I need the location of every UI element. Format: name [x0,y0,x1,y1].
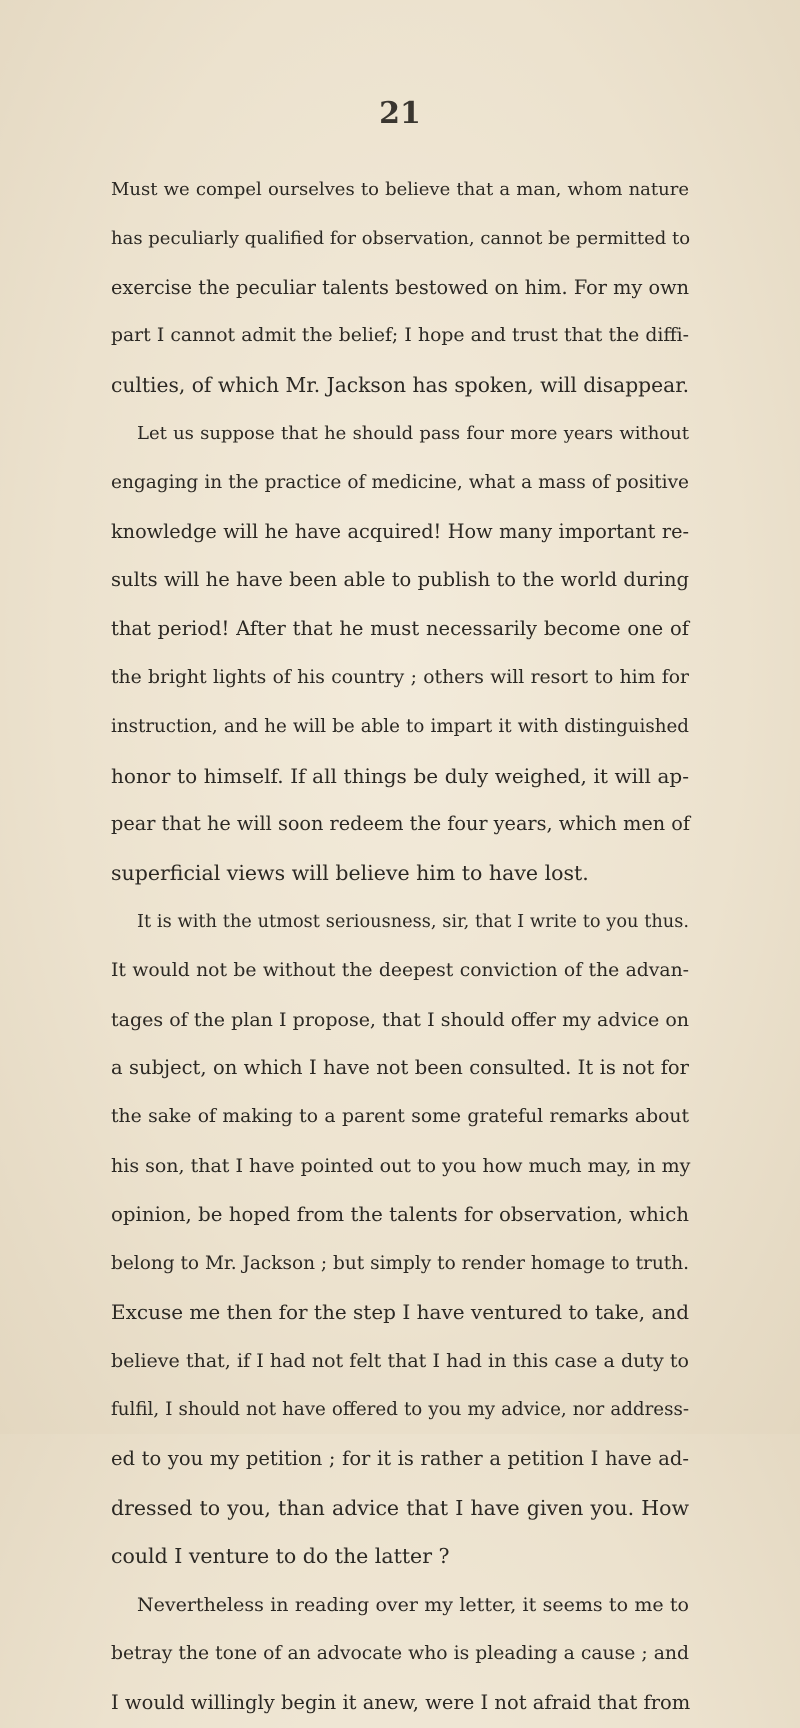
text-line: Excuse me then for the step I have ventured to take, and [111,1300,690,1325]
text-line: believe that, if I had not felt that I had in this case a duty to [111,1350,689,1373]
text-line: It is with the utmost seriousness, sir, that I write to you thus. [137,911,689,932]
text-line: could I venture to do the latter ? [111,1544,450,1569]
text-line: opinion, be hoped from the talents for observation, which [111,1202,689,1226]
text-line: dressed to you, than advice that I have given you. How [111,1495,689,1520]
text-line: It would not be without the deepest conviction of the advan- [111,959,689,981]
text-line: sults will he have been able to publish to the world during [111,568,689,592]
page-number: 21 [379,96,421,131]
text-line: betray the tone of an advocate who is pleading a cause ; and [111,1642,689,1664]
text-line: Nevertheless in reading over my letter, it seems to me to [137,1594,689,1617]
body-text [111,166,689,1728]
text-line: belong to Mr. Jackson ; but simply to render homage to truth. [111,1252,689,1274]
text-line: part I cannot admit the belief; I hope and trust that the diffi- [111,325,689,347]
text-line: has peculiarly qualified for observation, cannot be permitted to [111,227,691,249]
text-line: knowledge will he have acquired! How many important re- [111,519,689,543]
text-line: honor to himself. If all things be duly weighed, it will ap- [111,763,689,788]
text-line: Must we compel ourselves to believe that a man, whom nature [111,179,689,200]
text-line: instruction, and he will be able to impart it with distinguished [111,715,689,737]
text-line: culties, of which Mr. Jackson has spoken, will disappear. [111,373,690,398]
text-line: engaging in the practice of medicine, what a mass of positive [111,471,689,493]
text-line: his son, that I have pointed out to you how much may, in my [111,1154,691,1177]
text-line: Let us suppose that he should pass four more years without [137,422,689,444]
text-line: fulfil, I should not have offered to you my advice, nor address- [111,1398,689,1420]
text-line: superficial views will believe him to have lost. [111,861,589,886]
text-line: pear that he will soon redeem the four years, which men of [111,812,690,836]
text-line: exercise the peculiar talents bestowed on him. For my own [111,275,689,299]
text-line: that period! After that he must necessarily become one of [111,617,689,641]
text-line: the sake of making to a parent some grateful remarks about [111,1106,689,1128]
text-line: tages of the plan I propose, that I should offer my advice on [111,1008,689,1031]
text-line: the bright lights of his country ; others will resort to him for [111,666,689,688]
text-line: I would willingly begin it anew, were I not afraid that from [111,1690,691,1714]
text-line: a subject, on which I have not been consulted. It is not for [111,1056,689,1080]
text-line: ed to you my petition ; for it is rather a petition I have ad- [111,1446,689,1470]
